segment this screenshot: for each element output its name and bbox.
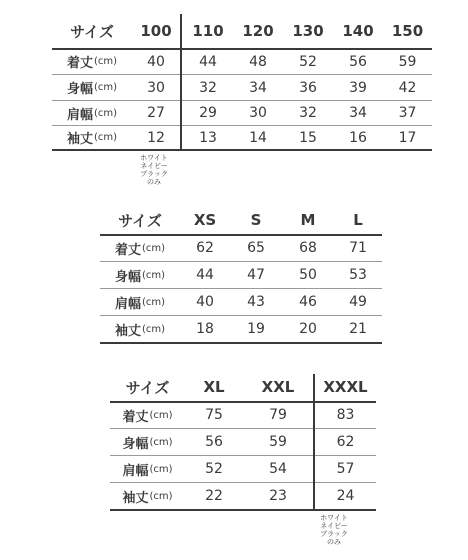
value-cell: 34 (249, 79, 267, 96)
value-cell: 42 (398, 79, 417, 96)
note-line: ブラック (320, 530, 348, 538)
measure-label: 身幅 (66, 82, 93, 97)
value-cell: 39 (349, 79, 367, 96)
column-divider (313, 374, 315, 510)
column-divider (180, 14, 182, 150)
value-cell: 53 (349, 267, 367, 283)
value-cell: 75 (205, 407, 223, 423)
table-row (110, 429, 376, 455)
size-col-header: 100 (140, 22, 172, 40)
value-cell: 44 (196, 267, 214, 283)
divider (110, 509, 376, 511)
note-line: ネイビー (140, 162, 168, 170)
measure-label: 着丈 (114, 242, 141, 258)
table-row (52, 126, 432, 149)
value-cell: 79 (269, 407, 287, 423)
value-cell: 49 (349, 294, 367, 310)
row-label (110, 402, 185, 428)
value-cell: 12 (147, 129, 165, 146)
size-table-kids (52, 14, 432, 150)
value-cell: 19 (247, 321, 265, 337)
value-cell: 56 (205, 434, 223, 450)
unit-label: (cm) (141, 269, 166, 281)
value-cell: 17 (398, 129, 417, 146)
row-label (110, 429, 185, 455)
size-col-header: S (250, 211, 262, 229)
value-cell: 59 (269, 434, 287, 450)
value-cell: 59 (398, 53, 417, 70)
value-cell: 23 (269, 488, 287, 504)
unit-label: (cm) (149, 463, 173, 475)
table-row (110, 456, 376, 482)
value-cell: 15 (299, 129, 317, 146)
unit-label: (cm) (141, 296, 166, 308)
value-cell: 36 (299, 79, 317, 96)
value-cell: 16 (349, 129, 367, 146)
value-cell: 52 (205, 461, 223, 477)
row-label (100, 235, 180, 261)
value-cell: 30 (147, 79, 165, 96)
value-cell: 44 (199, 53, 217, 70)
table-row (100, 316, 382, 342)
value-cell: 43 (247, 294, 265, 310)
value-cell: 46 (299, 294, 317, 310)
size-header-label: サイズ (70, 22, 114, 41)
row-label (100, 262, 180, 288)
unit-label: (cm) (141, 242, 166, 254)
value-cell: 68 (299, 240, 317, 256)
note-line: のみ (147, 178, 161, 186)
size-table-adult (100, 207, 382, 343)
note-line: ホワイト (140, 154, 168, 162)
table-row (100, 289, 382, 315)
row-label (100, 289, 180, 315)
measure-label: 着丈 (122, 409, 149, 425)
measure-label: 肩幅 (66, 107, 93, 123)
size-col-header: 130 (292, 22, 324, 40)
measure-label: 身幅 (114, 269, 141, 285)
color-note (132, 154, 176, 186)
value-cell: 18 (196, 321, 214, 337)
unit-label: (cm) (149, 409, 173, 421)
value-cell: 27 (147, 105, 165, 121)
value-cell: 71 (349, 240, 367, 256)
value-cell: 14 (249, 129, 267, 146)
table-row (100, 235, 382, 261)
header-row (52, 14, 432, 48)
measure-label: 肩幅 (114, 296, 141, 312)
unit-label: (cm) (93, 132, 118, 143)
value-cell: 40 (147, 53, 165, 70)
divider (52, 149, 432, 151)
value-cell: 32 (199, 79, 217, 96)
size-header-label: サイズ (118, 211, 162, 230)
row-label (52, 126, 132, 149)
row-label (52, 75, 132, 100)
table-row (52, 101, 432, 125)
size-col-header: XXXL (323, 378, 368, 396)
unit-label: (cm) (93, 82, 118, 93)
size-col-header: 120 (242, 22, 274, 40)
note-line: ネイビー (320, 522, 348, 530)
value-cell: 22 (205, 488, 223, 504)
table-row (52, 49, 432, 74)
value-cell: 29 (199, 105, 217, 121)
table-row (110, 402, 376, 428)
measure-label: 身幅 (122, 436, 149, 452)
value-cell: 32 (299, 105, 317, 121)
size-col-header: 140 (342, 22, 374, 40)
value-cell: 62 (336, 434, 355, 450)
divider (100, 342, 382, 344)
size-col-header: XL (203, 378, 225, 396)
measure-label: 袖丈 (114, 323, 141, 339)
value-cell: 21 (349, 321, 367, 337)
value-cell: 48 (249, 53, 267, 70)
value-cell: 65 (247, 240, 265, 256)
size-col-header: XS (193, 211, 217, 229)
measure-label: 肩幅 (122, 463, 149, 479)
measure-label: 袖丈 (66, 132, 93, 147)
value-cell: 50 (299, 267, 317, 283)
value-cell: 83 (336, 407, 355, 423)
value-cell: 30 (249, 105, 267, 121)
size-col-header: L (353, 211, 363, 229)
unit-label: (cm) (149, 436, 173, 448)
table-row (110, 483, 376, 509)
color-note (312, 514, 356, 546)
value-cell: 56 (349, 53, 367, 70)
value-cell: 57 (336, 461, 355, 477)
unit-label: (cm) (93, 107, 118, 119)
table-row (52, 75, 432, 100)
value-cell: 52 (299, 53, 317, 70)
value-cell: 54 (269, 461, 287, 477)
row-label (110, 483, 185, 509)
size-col-header: 150 (391, 22, 424, 40)
note-line: のみ (327, 538, 341, 546)
unit-label: (cm) (93, 56, 118, 67)
note-line: ホワイト (320, 514, 348, 522)
row-label (52, 101, 132, 125)
unit-label: (cm) (141, 323, 166, 335)
header-row (110, 374, 376, 400)
table-row (100, 262, 382, 288)
measure-label: 袖丈 (122, 490, 149, 506)
row-label (100, 316, 180, 342)
value-cell: 20 (299, 321, 317, 337)
size-table-large (110, 374, 376, 510)
header-row (100, 207, 382, 233)
size-header-label: サイズ (125, 378, 170, 397)
value-cell: 34 (349, 105, 367, 121)
size-col-header: M (300, 211, 316, 229)
value-cell: 24 (336, 488, 355, 504)
unit-label: (cm) (149, 490, 173, 502)
note-line: ブラック (140, 170, 168, 178)
value-cell: 47 (247, 267, 265, 283)
size-col-header: 110 (192, 22, 224, 40)
row-label (52, 49, 132, 74)
value-cell: 37 (398, 105, 417, 121)
row-label (110, 456, 185, 482)
value-cell: 62 (196, 240, 214, 256)
size-col-header: XXL (261, 378, 295, 396)
value-cell: 40 (196, 294, 214, 310)
value-cell: 13 (199, 129, 217, 146)
measure-label: 着丈 (66, 56, 93, 71)
